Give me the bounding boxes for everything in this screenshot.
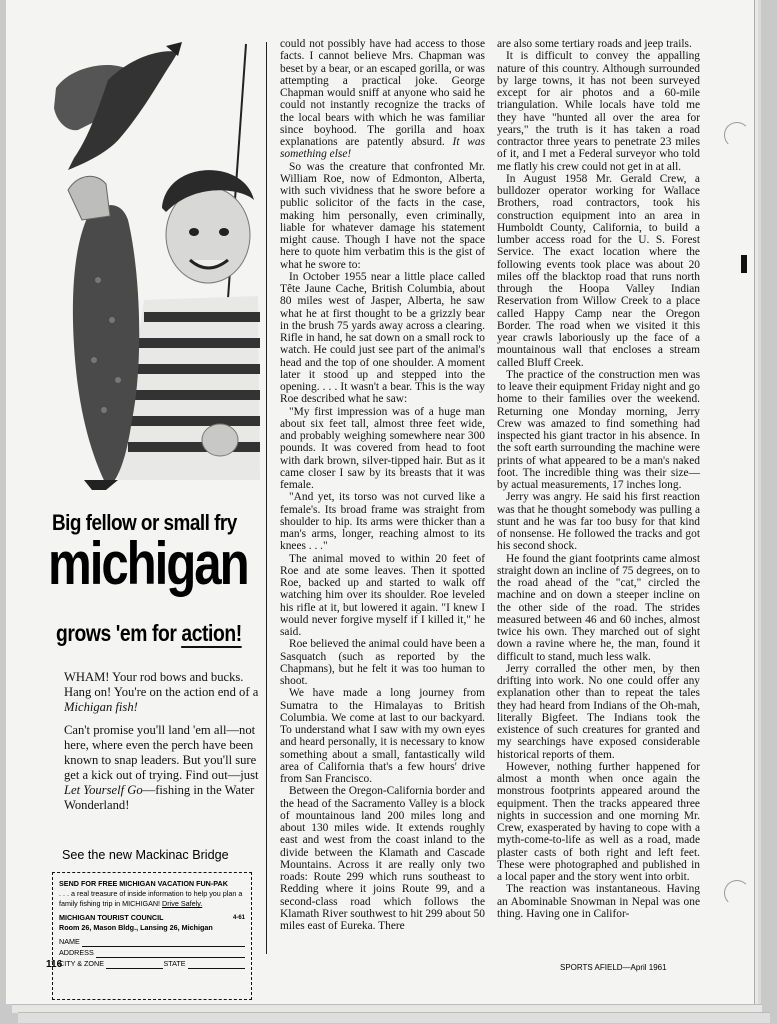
ad-headline: Big fellow or small fry (52, 510, 237, 535)
article-paragraph: Jerry was angry. He said his first reaction was that he thought somebody was pulling a stunt and he was far too busy for that kind of nonsense. He followed the tracks and got his second shock. (497, 491, 700, 553)
ad-subheadline: grows 'em for action! (56, 620, 242, 646)
article-paragraph: So was the creature that confronted Mr. William Roe, now of Edmonton, Alberta, with such vividness that he swore before a public solicitor of the facts in the case, making him personally, even criminally, liable for whatever damage his statement might cause. Though I have not the space here to quote him verbatim this is the gist of what he swore to: (280, 160, 485, 271)
binding-hole (724, 880, 750, 906)
page-edge (18, 1012, 770, 1023)
city-state-field[interactable]: CITY & ZONE STATE (59, 959, 245, 969)
article-paragraph: Jerry corralled the other men, by then drifting into work. No one could offer any explanation other than to repeat the tales they had heard from Indians of the Oh-mah, literally Bigfeet. The Indians took the existence of such creatures for granted and my searchings have exposed considerable historical reports of them. (497, 662, 700, 761)
article-paragraph: "My first impression was of a huge man about six feet tall, almost three feet wide, and probably weighing somewhere near 300 pounds. It was covered from head to foot with dark brown, silver-tipped hair. But as it came closer I saw by its breasts that it was female. (280, 405, 485, 491)
coupon-address: Room 26, Mason Bldg., Lansing 26, Michigan (59, 923, 213, 932)
article-paragraph: In October 1955 near a little place called Tête Jaune Cache, British Columbia, about 80 miles west of Jasper, Alberta, he saw what he at first thought to be a grizzly bear in the brush 75 yards away across a clearing. Rifle in hand, he sat down on a small rock to watch. He could just see part of the animal's head and the top of one shoulder. A moment later it stood up and stepped into the opening. . . . It wasn't a bear. This is the way Roe described what he saw: (280, 270, 485, 406)
article-paragraph: The reaction was instantaneous. Having an Abominable Snowman in Nepal was one thing. Having one in Califor- (497, 883, 700, 920)
article-paragraph: In August 1958 Mr. Gerald Crew, a bulldozer operator working for Wallace Brothers, road contractors, took his construction equipment into an area in Humboldt County, California, to build a lumber access road for the U. S. Forest Service. The exact location where the following events took place was about 20 miles off the blacktop road that runs north through the Hoopa Valley Indian Reservation from Willow Creek to a place called Happy Camp near the Oregon Border. The road when we visited it this year crawls laboriously up the face of a mountainous wall that encloses a stream called Bluff Creek. (497, 172, 700, 369)
name-field[interactable]: NAME (59, 937, 245, 947)
article-column-1 (280, 38, 485, 932)
ad-paragraph: WHAM! Your rod bows and bucks. Hang on! You're on the action end of a Michigan fish! (64, 670, 259, 714)
article-paragraph: We have made a long journey from Sumatra to the Himalayas to British Columbia. We come at last to our backyard. To understand what I saw with my own eyes and heard personally, it is necessary to know something about a small, fantastically wild area of California that's a few hours' drive from San Francisco. (280, 687, 485, 785)
binding-hole (724, 122, 750, 148)
article-paragraph: The practice of the construction men was to leave their equipment Friday night and go home to their families over the weekend. Returning one Monday morning, Jerry Crew was amazed to find something had inspected his giant tractor in his absence. In the soft earth surrounding the machine were prints of what appeared to be a man's naked foot. The incredible thing was their size—by actual measurements, 17 inches long. (497, 368, 700, 491)
page-number: 116 (46, 959, 63, 970)
coupon-title: SEND FOR FREE MICHIGAN VACATION FUN-PAK (59, 879, 228, 888)
article-paragraph: The animal moved to within 20 feet of Roe and ate some leaves. Then it spotted Roe, backed up and started to walk off watching him over its shoulder. Roe leveled his rifle at it, but lowered it again. "I knew I would never forgive myself if I killed it," he said. (280, 552, 485, 638)
column-rule (266, 42, 267, 954)
article-column-2 (497, 38, 700, 920)
ad-brand: michigan (48, 530, 248, 597)
article-paragraph: He found the giant footprints came almost straight down an incline of 75 degrees, on to the road ahead of the "cat," circled the machine and on down a steeper incline on the other side of the road. The strides measured between 46 and 60 inches, almost twice his own. They marched out of sight down a ravine where he, the man, found it difficult to stand, much less walk. (497, 552, 700, 663)
mail-in-coupon (52, 872, 252, 1000)
ad-tagline: See the new Mackinac Bridge (62, 848, 229, 862)
boy-with-fish-photo (48, 40, 260, 490)
coupon-council: MICHIGAN TOURIST COUNCIL 4-61 (59, 913, 245, 922)
running-footer: SPORTS AFIELD—April 1961 (560, 963, 667, 972)
article-paragraph: Roe believed the animal could have been a Sasquatch (such as reported by the Chapmans), but he felt it was too human to shoot. (280, 638, 485, 687)
article-paragraph: Between the Oregon-California border and the head of the Sacramento Valley is a block of mountainous land 200 miles long and about 130 miles wide. It extends roughly east and west from the coast inland to the divide between the Klamath and Cascade Mountains. Across it are really only two roads: Route 299 which runs southeast to Redding where it joins Route 99, and a second-class road which follows the Klamath River southwest to hit 299 about 50 miles east of Eureka. There (280, 785, 485, 932)
coupon-description: . . . a real treasure of inside information to help you plan a family fishing trip in MICHIGAN! Drive Safely. (59, 889, 243, 908)
article-paragraph: It is difficult to convey the appalling nature of this country. Although surrounded by large towns, it has not been surveyed except for air photos and a 60-mile triangulation. While locals have told me they have "hunted all over the area for years," the truth is it has taken a road contractor three years to penetrate 23 miles of it, and I met a Federal surveyor who told me flatly his crew could not get in at all. (497, 50, 700, 173)
registration-mark (741, 255, 747, 273)
article-paragraph: "And yet, its torso was not curved like a female's. Its broad frame was straight from shoulder to hip. Its arms were thicker than a man's arms, longer, reaching almost to its knees . . ." (280, 491, 485, 553)
address-field[interactable]: ADDRESS (59, 948, 245, 958)
article-paragraph: are also some tertiary roads and jeep trails. (497, 38, 692, 50)
article-paragraph: However, nothing further happened for almost a month when once again the monstrous footprints appeared around the equipment. Then the tracks appeared three nights in succession and one morning Mr. Crew, exasperated by having to cope with a myth-come-to-life as well as a road, made plaster casts of both right and left feet. These were photographed and published in a local paper and the story went into orbit. (497, 760, 700, 883)
article-paragraph: could not possibly have had access to those facts. I cannot believe Mrs. Chapman was beset by a bear, or an escaped gorilla, or was attempting a practical joke. George Chapman would sniff at anyone who said he could not instantly recognize the tracks of the local bears with which he was familiar since boyhood. The gorilla and hoax explanations are patently absurd. It was something else! (280, 38, 485, 161)
ad-copy (64, 670, 260, 821)
ad-paragraph: Can't promise you'll land 'em all—not here, where even the perch have been known to snap leaders. But you'll sure get a kick out of trying. Find out—just Let Yourself Go—fishing in the Water Wonderland! (64, 723, 259, 812)
